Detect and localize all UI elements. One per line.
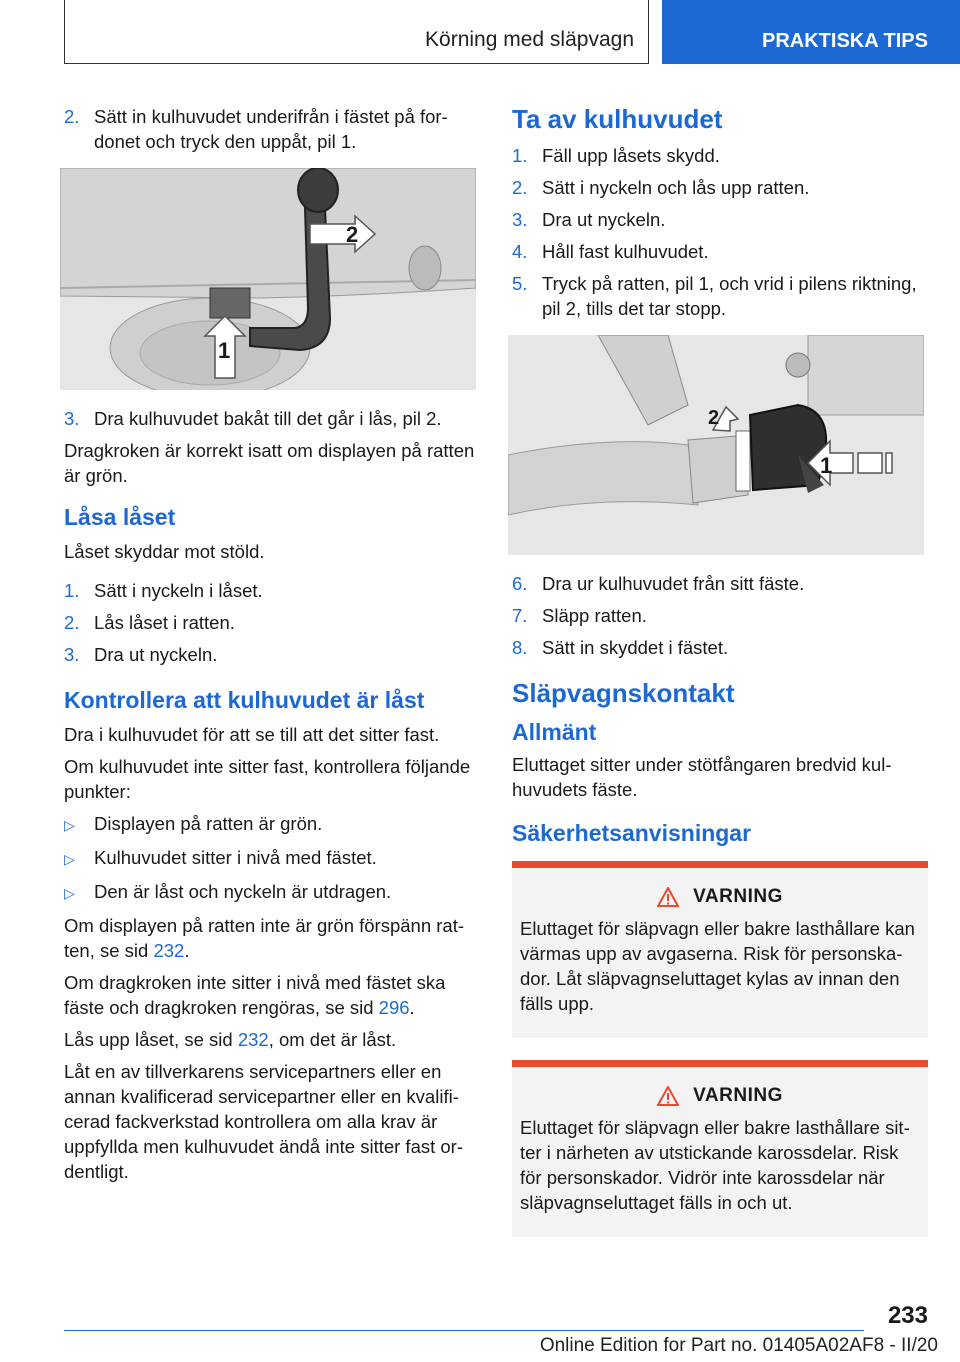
section-heading-check: Kontrollera att kulhuvudet är låst — [64, 687, 425, 713]
paragraph: Låset skyddar mot stöld. — [64, 541, 265, 562]
paragraph: Dragkroken är korrekt isatt om displayen på ratten är grön. — [64, 440, 475, 486]
warning-triangle-icon — [657, 887, 679, 907]
header-section-title: Körning med släpvagn — [425, 28, 634, 51]
paragraph-text: Lås upp låset, se sid — [64, 1029, 238, 1050]
warning-text: Eluttaget för släpvagn eller bakre lasthållare sitter i närheten av utstickande karossdelar. Risk för personskador. Vidrör inte karossdelar när släpvagnseluttaget fälls in och ut. — [520, 1117, 910, 1213]
step-text: Håll fast kulhuvudet. — [542, 241, 709, 262]
left-column — [64, 104, 480, 1191]
step-number: 3. — [64, 408, 80, 429]
warning-box — [512, 1060, 928, 1237]
step-item — [512, 271, 928, 321]
page-link-232[interactable]: 232 — [237, 1029, 269, 1050]
figure-tow-ball-remove — [508, 335, 924, 555]
arrow-label-2: 2 — [708, 407, 720, 429]
step-item — [512, 143, 928, 168]
section-heading-general: Allmänt — [512, 719, 597, 745]
step-item — [512, 603, 928, 628]
step-item — [64, 642, 480, 667]
step-text: Sätt i nyckeln och lås upp ratten. — [542, 177, 810, 198]
page-link-296[interactable]: 296 — [378, 997, 410, 1018]
step-item — [512, 571, 928, 596]
step-number: 7. — [512, 605, 528, 626]
figure-tow-ball-insert — [60, 168, 476, 390]
paragraph: Dra i kulhuvudet för att se till att det sitter fast. — [64, 724, 440, 745]
page-number: 233 — [887, 1302, 928, 1329]
remove-steps-list — [512, 143, 928, 321]
step-item — [512, 175, 928, 200]
step-item — [512, 635, 928, 660]
arrow-label-1: 1 — [820, 453, 833, 478]
paragraph: Om kulhuvudet inte sitter fast, kontrollera följande punkter: — [64, 756, 471, 802]
arrow-label-1: 1 — [218, 338, 231, 363]
right-column — [512, 104, 928, 1237]
paragraph — [64, 1027, 480, 1052]
step-number: 1. — [64, 580, 80, 601]
warning-text: Eluttaget för släpvagn eller bakre lasthållare kan värmas upp av avgaserna. Risk för personskador. Låt släpvagnseluttaget kylas av innan den fälls upp. — [520, 918, 915, 1014]
step-text: Dra kulhuvudet bakåt till det går i lås, pil 2. — [94, 408, 442, 429]
arrow-label-2: 2 — [346, 222, 359, 247]
remove-steps-list-2 — [512, 571, 928, 660]
warning-box — [512, 861, 928, 1038]
bullet-text: Kulhuvudet sitter i nivå med fästet. — [94, 847, 377, 868]
list-item — [64, 845, 480, 872]
step-text: Fäll upp låsets skydd. — [542, 145, 720, 166]
step-text: Sätt i nyckeln i låset. — [94, 580, 263, 601]
step-number: 2. — [512, 177, 528, 198]
step-number: 2. — [64, 106, 80, 127]
section-heading-socket: Släpvagnskontakt — [512, 678, 735, 708]
paragraph-text: Om displayen på ratten inte är grön förspänn ratten, se sid — [64, 915, 465, 961]
page-link-232[interactable]: 232 — [153, 940, 185, 961]
paragraph — [64, 970, 480, 1020]
bullet-text: Den är låst och nyckeln är utdragen. — [94, 881, 392, 902]
step-item — [64, 610, 480, 635]
list-item — [64, 879, 480, 906]
list-item — [64, 811, 480, 838]
step-item — [64, 578, 480, 603]
triangle-bullet-icon: ▷ — [64, 817, 75, 833]
step-number: 4. — [512, 241, 528, 262]
warning-label: VARNING — [693, 1085, 783, 1106]
step-item — [64, 104, 480, 154]
header-chapter-tab — [662, 0, 960, 64]
step-text: Dra ut nyckeln. — [94, 644, 218, 665]
step-text: Tryck på ratten, pil 1, och vrid i pilens riktning, pil 2, tills det tar stopp. — [542, 273, 917, 319]
step-number: 3. — [512, 209, 528, 230]
step-number: 3. — [64, 644, 80, 665]
header-chapter-title: PRAKTISKA TIPS — [762, 30, 928, 52]
step-item — [64, 406, 480, 431]
paragraph — [64, 913, 480, 963]
footer-divider — [64, 1330, 864, 1331]
lock-steps-list — [64, 578, 480, 667]
paragraph: Eluttaget sitter under stötfångaren bredvid kulhuvudets fäste. — [512, 754, 892, 800]
bullet-text: Displayen på ratten är grön. — [94, 813, 323, 834]
triangle-bullet-icon: ▷ — [64, 851, 75, 867]
header-section-box — [64, 0, 649, 64]
warning-label: VARNING — [693, 886, 783, 907]
footer-edition: Online Edition for Part no. 01405A02AF8 - II/20 — [539, 1335, 938, 1356]
paragraph-text: , om det är låst. — [268, 1029, 397, 1050]
step-item — [512, 207, 928, 232]
step-text: Sätt in kulhuvudet underifrån i fästet på fordonet och tryck den uppåt, pil 1. — [94, 106, 448, 152]
step-number: 1. — [512, 145, 528, 166]
check-bullets-list — [64, 811, 480, 906]
step-text: Dra ur kulhuvudet från sitt fäste. — [542, 573, 805, 594]
step-number: 6. — [512, 573, 528, 594]
section-heading-safety: Säkerhetsanvisningar — [512, 820, 752, 846]
tow-ball-insert-illustration — [60, 168, 476, 390]
section-heading-lock: Låsa låset — [64, 504, 176, 530]
step-text: Lås låset i ratten. — [94, 612, 235, 633]
step-number: 2. — [64, 612, 80, 633]
step-text: Släpp ratten. — [542, 605, 647, 626]
paragraph-text: Om dragkroken inte sitter i nivå med fästet ska fäste och dragkroken rengöras, se sid — [64, 972, 446, 1018]
step-text: Dra ut nyckeln. — [542, 209, 666, 230]
paragraph-text: . — [409, 997, 415, 1018]
warning-triangle-icon — [657, 1086, 679, 1106]
tow-ball-remove-illustration — [508, 335, 924, 555]
warning-title — [520, 886, 920, 908]
step-item — [512, 239, 928, 264]
step-number: 5. — [512, 273, 528, 294]
section-heading-remove: Ta av kulhuvudet — [512, 104, 723, 134]
paragraph-text: . — [184, 940, 190, 961]
paragraph: Låt en av tillverkarens servicepartners eller en annan kvalificerad servicepartner eller en kvalificerad fackverkstad kontrollera om alla krav är uppfyllda men kulhuvudet ändå inte sitter fast ordentligt. — [64, 1061, 464, 1182]
warning-title — [520, 1085, 920, 1107]
triangle-bullet-icon: ▷ — [64, 885, 75, 901]
step-text: Sätt in skyddet i fästet. — [542, 637, 729, 658]
step-number: 8. — [512, 637, 528, 658]
